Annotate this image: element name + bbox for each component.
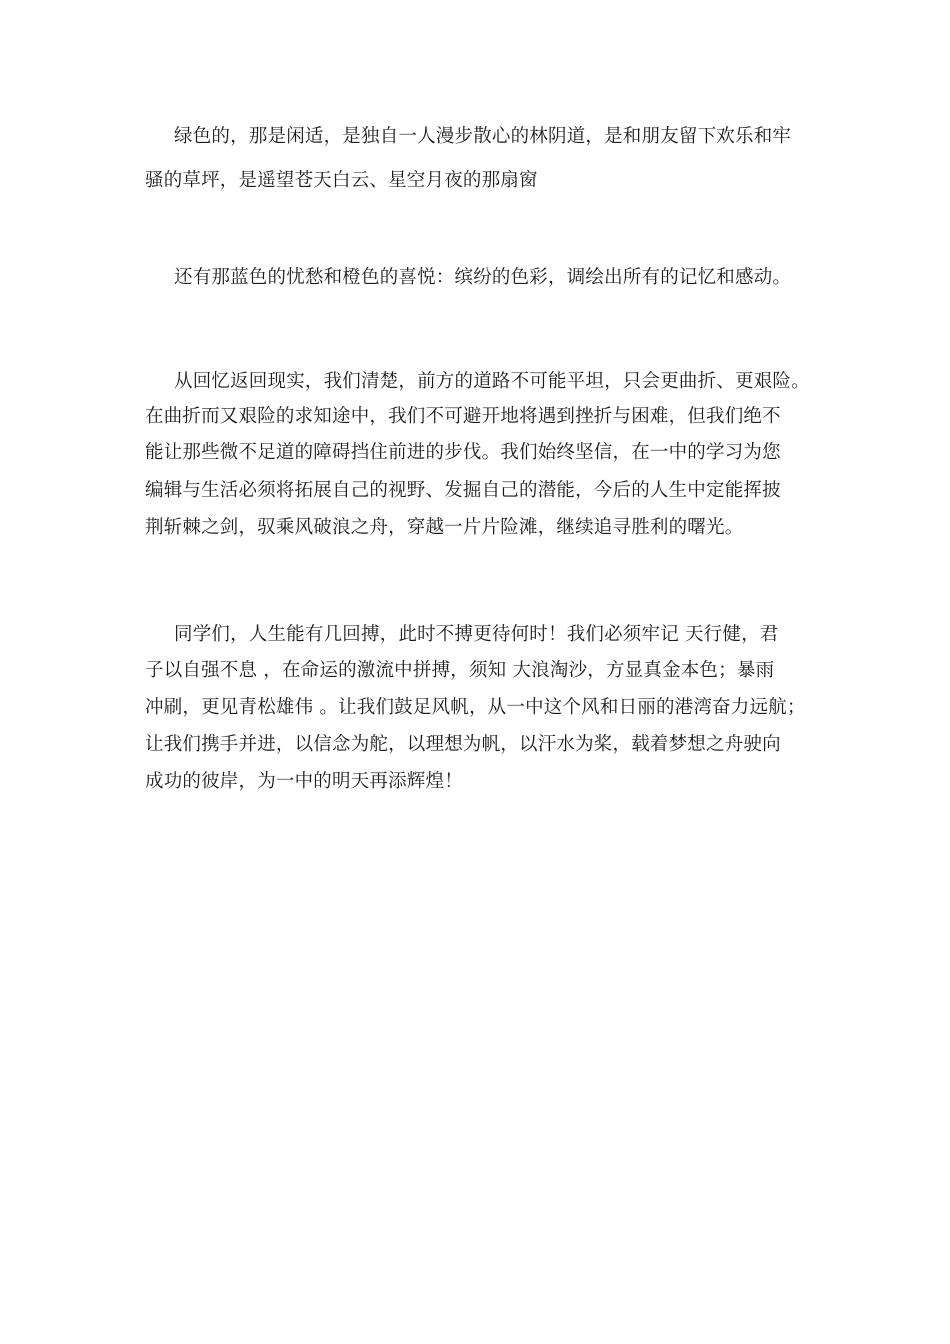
paragraph-line: 能让那些微不足道的障碍挡住前进的步伐。我们始终坚信，在一中的学习为您: [145, 442, 781, 463]
paragraph-line: 编辑与生活必须将拓展自己的视野、发掘自己的潜能，今后的人生中定能挥披: [145, 480, 781, 501]
paragraph-line: 从回忆返回现实，我们清楚，前方的道路不可能平坦，只会更曲折、更艰险。: [174, 371, 810, 392]
paragraph-line: 骚的草坪，是遥望苍天白云、星空月夜的那扇窗: [145, 170, 538, 191]
paragraph-line: 绿色的，那是闲适，是独自一人漫步散心的林阴道，是和朋友留下欢乐和牢: [174, 126, 792, 147]
paragraph-line: 成功的彼岸，为一中的明天再添辉煌！: [145, 771, 463, 792]
paragraph-line: 还有那蓝色的忧愁和橙色的喜悦：缤纷的色彩，调绘出所有的记忆和感动。: [174, 267, 792, 288]
paragraph-line: 让我们携手并进，以信念为舵，以理想为帆，以汗水为桨，载着梦想之舟驶向: [145, 734, 781, 755]
paragraph-line: 冲刷，更见青松雄伟 。让我们鼓足风帆，从一中这个风和日丽的港湾奋力远航；: [145, 697, 806, 718]
paragraph-line: 荆斩棘之剑，驭乘风破浪之舟，穿越一片片险滩，继续追寻胜利的曙光。: [145, 517, 744, 538]
paragraph-line: 同学们，人生能有几回搏，此时不搏更待何时！我们必须牢记 天行健，君: [174, 624, 779, 645]
paragraph-line: 在曲折而又艰险的求知途中，我们不可避开地将遇到挫折与困难，但我们绝不: [145, 406, 781, 427]
paragraph-line: 子以自强不息 ，在命运的激流中拼搏，须知 大浪淘沙，方显真金本色；暴雨: [145, 660, 775, 681]
